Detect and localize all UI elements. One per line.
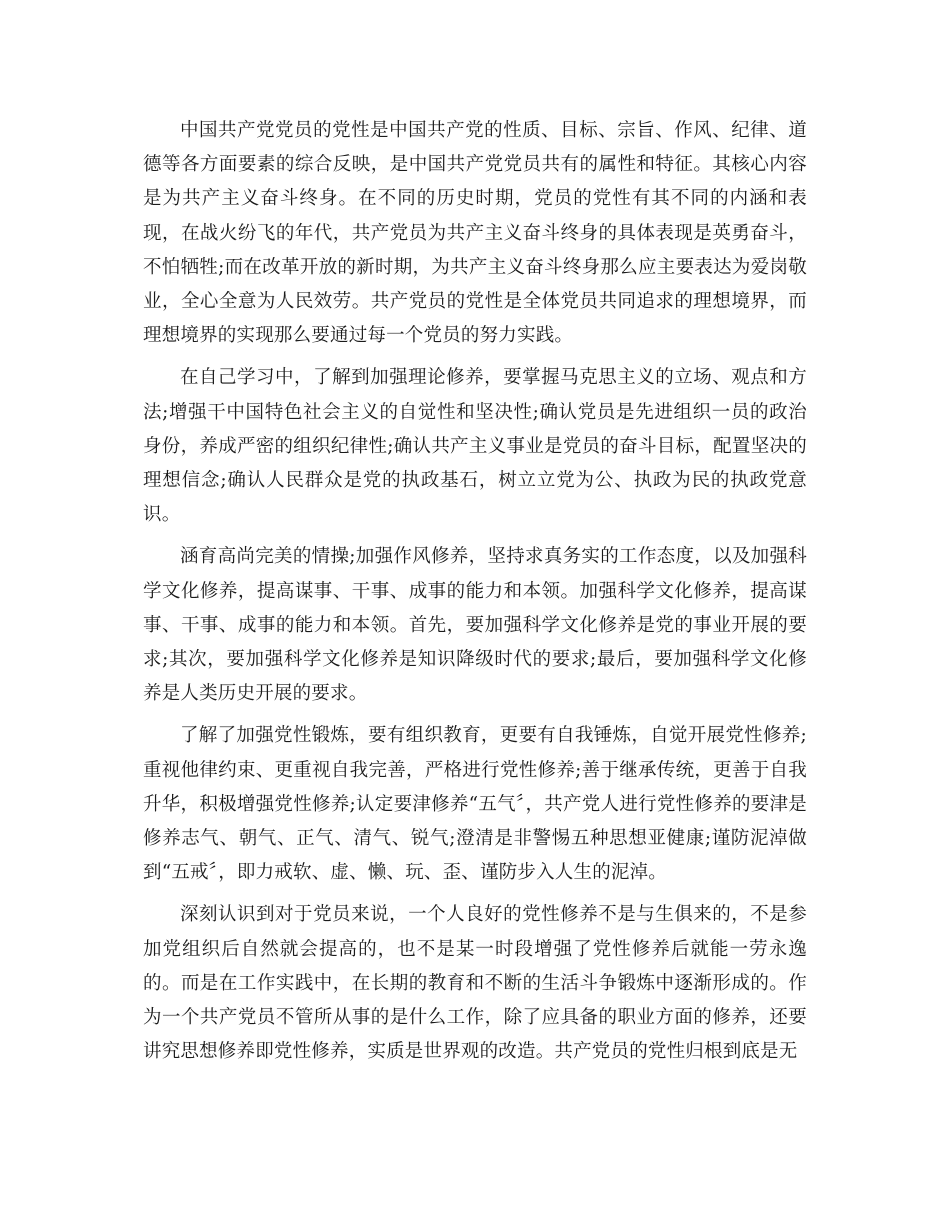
document-body xyxy=(143,114,807,1069)
paragraph-2: 在自己学习中，了解到加强理论修养，要掌握马克思主义的立场、观点和方法;增强干中国特色社会主义的自觉性和坚决性;确认党员是先进组织一员的政治身份，养成严密的组织纪律性;确认共产主义事业是党员的奋斗目标，配置坚决的理想信念;确认人民群众是党的执政基石，树立立党为公、执政为民的执政党意识。 xyxy=(143,367,807,526)
paragraph-3: 涵育高尚完美的情操;加强作风修养，坚持求真务实的工作态度，以及加强科学文化修养，提高谋事、干事、成事的能力和本领。加强科学文化修养，提高谋事、干事、成事的能力和本领。首先，要加强科学文化修养是党的事业开展的要求;其次，要加强科学文化修养是知识降级时代的要求;最后，要加强科学文化修养是人类历史开展的要求。 xyxy=(143,546,807,705)
paragraph-5: 深刻认识到对于党员来说，一个人良好的党性修养不是与生俱来的，不是参加党组织后自然就会提高的，也不是某一时段增强了党性修养后就能一劳永逸的。而是在工作实践中，在长期的教育和不断的生活斗争锻炼中逐渐形成的。作为一个共产党员不管所从事的是什么工作，除了应具备的职业方面的修养，还要讲究思想修养即党性修养，实质是世界观的改造。共产党员的党性归根到底是无 xyxy=(143,904,807,1063)
paragraph-4: 了解了加强党性锻炼，要有组织教育，更要有自我锤炼，自觉开展党性修养;重视他律约束、更重视自我完善，严格进行党性修养;善于继承传统，更善于自我升华，积极增强党性修养;认定要津修养“五气〞，共产党人进行党性修养的要津是修养志气、朝气、正气、清气、锐气;澄清是非警惕五种思想亚健康;谨防泥淖做到“五戒〞，即力戒软、虚、懒、玩、歪、谨防步入人生的泥淖。 xyxy=(143,725,807,884)
paragraph-1: 中国共产党党员的党性是中国共产党的性质、目标、宗旨、作风、纪律、道德等各方面要素的综合反映，是中国共产党党员共有的属性和特征。其核心内容是为共产主义奋斗终身。在不同的历史时期，党员的党性有其不同的内涵和表现，在战火纷飞的年代，共产党员为共产主义奋斗终身的具体表现是英勇奋斗，不怕牺牲;而在改革开放的新时期，为共产主义奋斗终身那么应主要表达为爱岗敬业，全心全意为人民效劳。共产党员的党性是全体党员共同追求的理想境界，而理想境界的实现那么要通过每一个党员的努力实践。 xyxy=(143,120,807,347)
